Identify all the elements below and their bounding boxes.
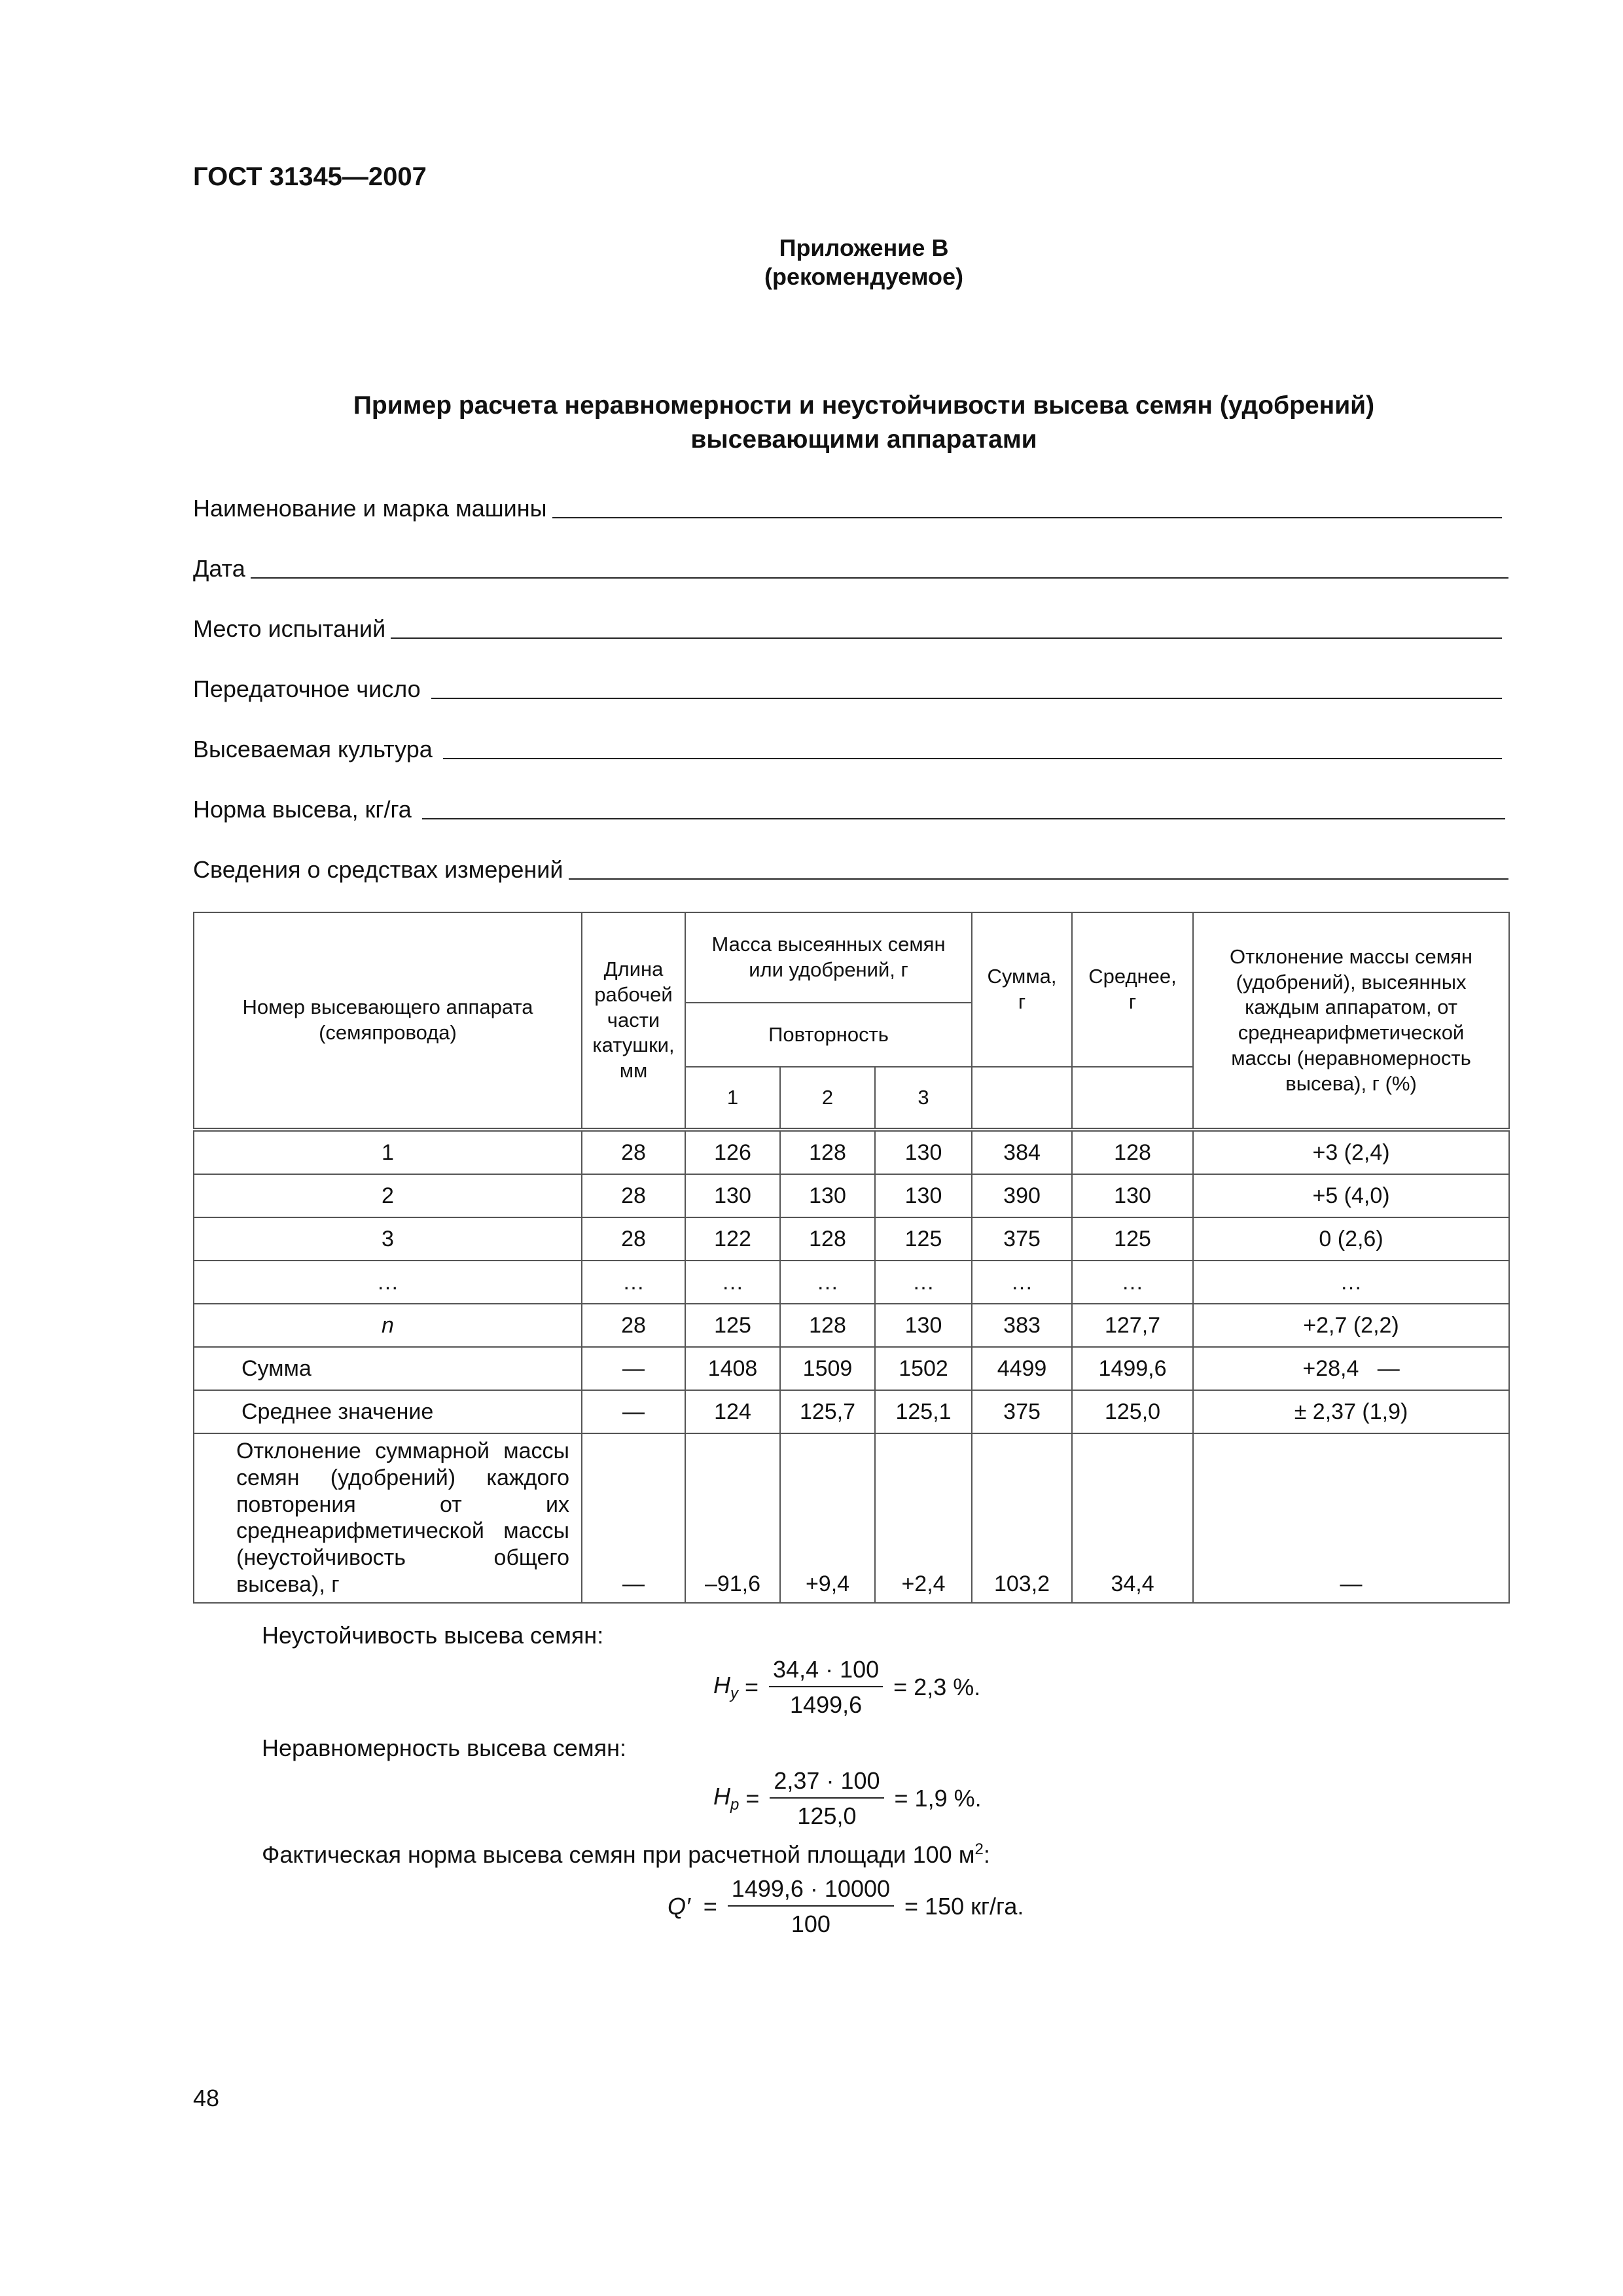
header-repeat-3: 3 (875, 1067, 972, 1130)
cell: 383 (972, 1304, 1072, 1347)
formula-result: = 2,3 %. (893, 1674, 981, 1700)
cell: 1 (194, 1130, 582, 1174)
field-label: Передаточное число (193, 675, 421, 702)
cell: 130 (875, 1304, 972, 1347)
field-label: Место испытаний (193, 615, 386, 642)
cell: 390 (972, 1174, 1072, 1217)
header-repeat-1: 1 (685, 1067, 780, 1130)
fraction (728, 1875, 894, 1938)
appendix-title: Приложение В (779, 234, 949, 261)
header-seed-mass: Масса высеянных семян или удобрений, г (685, 912, 972, 1003)
cell: 28 (582, 1304, 685, 1347)
cell: … (194, 1261, 582, 1304)
formula-variable: $H_у$ (713, 1671, 738, 1703)
header-empty (1072, 1067, 1193, 1130)
page-number: 48 (193, 2085, 220, 2111)
fill-line[interactable] (251, 577, 1508, 579)
fraction (769, 1656, 883, 1719)
unevenness-label: Неравномерность высева семян: (262, 1734, 626, 1761)
cell: 103,2 (972, 1433, 1072, 1603)
document-code: ГОСТ 31345—2007 (193, 162, 427, 191)
field-label: Дата (193, 555, 245, 582)
cell: 1408 (685, 1347, 780, 1390)
cell: +2,4 (875, 1433, 972, 1603)
cell: 125,7 (780, 1390, 875, 1433)
cell: 3 (194, 1217, 582, 1261)
table-row-average (194, 1390, 1509, 1433)
cell: +5 (4,0) (1193, 1174, 1509, 1217)
cell: 125 (685, 1304, 780, 1347)
cell: 384 (972, 1130, 1072, 1174)
field-label: Высеваемая культура (193, 736, 433, 762)
cell: 130 (875, 1174, 972, 1217)
cell: 128 (780, 1304, 875, 1347)
fill-line[interactable] (431, 697, 1502, 699)
fill-line[interactable] (422, 817, 1505, 819)
fill-line[interactable] (391, 637, 1502, 639)
equals-sign: = (738, 1674, 759, 1700)
numerator: 1499,6 · 10000 (728, 1875, 894, 1907)
cell: 128 (1072, 1130, 1193, 1174)
header-empty (972, 1067, 1072, 1130)
cell: — (1193, 1433, 1509, 1603)
field-label: Норма высева, кг/га (193, 796, 412, 823)
cell: 0 (2,6) (1193, 1217, 1509, 1261)
formula-actual-rate (668, 1875, 1024, 1938)
cell: … (1193, 1261, 1509, 1304)
cell: 1502 (875, 1347, 972, 1390)
cell: 28 (582, 1217, 685, 1261)
header-sum: Сумма, г (972, 912, 1072, 1067)
cell: 130 (685, 1174, 780, 1217)
cell: 130 (875, 1130, 972, 1174)
cell: — (582, 1390, 685, 1433)
field-seeding-rate[interactable] (193, 791, 1505, 823)
cell: 34,4 (1072, 1433, 1193, 1603)
cell: –91,6 (685, 1433, 780, 1603)
cell: 375 (972, 1390, 1072, 1433)
cell: +9,4 (780, 1433, 875, 1603)
header-coil-length: Длина рабочей части катушки, мм (582, 912, 685, 1130)
numerator: 2,37 · 100 (770, 1767, 883, 1799)
row-label: Отклонение суммарной массы семян (удобрений) каждого повторения от их среднеарифметической массы (неустойчивость общего высева), г (194, 1433, 582, 1603)
field-date[interactable] (193, 550, 1508, 583)
field-gear-ratio[interactable] (193, 670, 1502, 703)
cell: 125 (875, 1217, 972, 1261)
denominator: 100 (791, 1910, 830, 1937)
cell: 130 (780, 1174, 875, 1217)
numerator: 34,4 · 100 (769, 1656, 883, 1687)
cell: … (780, 1261, 875, 1304)
actual-rate-label: Фактическая норма высева семян при расчетной площади 100 $м^2$: (262, 1840, 990, 1868)
cell: 130 (1072, 1174, 1193, 1217)
equals-sign: = (690, 1893, 717, 1920)
field-machine-name[interactable] (193, 490, 1502, 522)
main-title-line-2: высевающими аппаратами (690, 425, 1037, 454)
header-average: Среднее, г (1072, 912, 1193, 1067)
formula-result: = 150 кг/га. (904, 1893, 1024, 1920)
formula-unevenness (713, 1767, 982, 1830)
table-row (194, 1304, 1509, 1347)
cell: 124 (685, 1390, 780, 1433)
header-apparatus-number: Номер высевающего аппарата (семяпровода) (194, 912, 582, 1130)
table-row-deviation (194, 1433, 1509, 1603)
instability-label: Неустойчивость высева семян: (262, 1622, 604, 1649)
field-label: Сведения о средствах измерений (193, 856, 563, 883)
table-row-sum (194, 1347, 1509, 1390)
cell: … (1072, 1261, 1193, 1304)
equals-sign: = (739, 1785, 760, 1812)
table-row (194, 1130, 1509, 1174)
cell: 1499,6 (1072, 1347, 1193, 1390)
cell: … (582, 1261, 685, 1304)
field-label: Наименование и марка машины (193, 495, 547, 522)
table-row (194, 1217, 1509, 1261)
formula-variable: $H_р$ (713, 1782, 740, 1814)
cell: 122 (685, 1217, 780, 1261)
cell: +28,4 — (1193, 1347, 1509, 1390)
cell: 128 (780, 1217, 875, 1261)
cell: 127,7 (1072, 1304, 1193, 1347)
header-repeat-2: 2 (780, 1067, 875, 1130)
cell: +2,7 (2,2) (1193, 1304, 1509, 1347)
row-label: Сумма (194, 1347, 582, 1390)
fraction (770, 1767, 883, 1830)
formula-instability (713, 1656, 980, 1719)
field-crop[interactable] (193, 730, 1502, 763)
cell: 375 (972, 1217, 1072, 1261)
cell: n (194, 1304, 582, 1347)
fill-line[interactable] (552, 516, 1502, 518)
row-label: Среднее значение (194, 1390, 582, 1433)
field-test-place[interactable] (193, 610, 1502, 643)
header-repeat: Повторность (685, 1003, 972, 1067)
appendix-status: (рекомендуемое) (764, 263, 963, 290)
cell: 125,0 (1072, 1390, 1193, 1433)
cell: — (582, 1433, 685, 1603)
main-title-line-1: Пример расчета неравномерности и неустойчивости высева семян (удобрений) (353, 391, 1375, 420)
cell: 28 (582, 1174, 685, 1217)
denominator: 1499,6 (790, 1691, 863, 1718)
table-row (194, 1174, 1509, 1217)
denominator: 125,0 (797, 1803, 857, 1829)
fill-line[interactable] (443, 757, 1502, 759)
field-measuring-instruments[interactable] (193, 851, 1508, 884)
seeding-results-table (193, 912, 1510, 1604)
table-row (194, 1261, 1509, 1304)
fill-line[interactable] (569, 878, 1508, 880)
cell: … (972, 1261, 1072, 1304)
cell: +3 (2,4) (1193, 1130, 1509, 1174)
cell: 2 (194, 1174, 582, 1217)
cell: … (875, 1261, 972, 1304)
cell: 128 (780, 1130, 875, 1174)
cell: 28 (582, 1130, 685, 1174)
cell: ± 2,37 (1,9) (1193, 1390, 1509, 1433)
cell: … (685, 1261, 780, 1304)
formula-variable: Q′ (668, 1893, 690, 1920)
formula-result: = 1,9 %. (894, 1785, 982, 1812)
header-deviation: Отклонение массы семян (удобрений), высеянных каждым аппаратом, от среднеарифметической массы (неравномерность высева), г (%) (1193, 912, 1509, 1130)
cell: 125,1 (875, 1390, 972, 1433)
cell: — (582, 1347, 685, 1390)
cell: 125 (1072, 1217, 1193, 1261)
cell: 4499 (972, 1347, 1072, 1390)
cell: 1509 (780, 1347, 875, 1390)
cell: 126 (685, 1130, 780, 1174)
